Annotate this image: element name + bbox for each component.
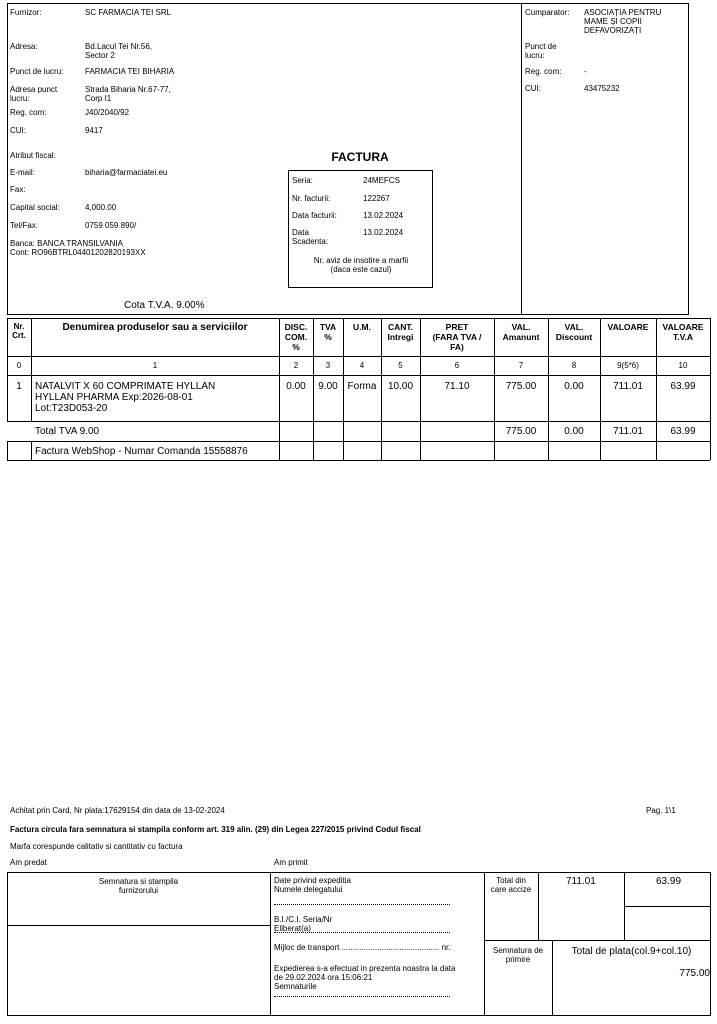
seria-label: Seria: xyxy=(292,176,313,185)
buyer-cui-value: 43475232 xyxy=(584,84,620,93)
semnaturile: Semnaturile xyxy=(274,982,317,991)
data-scadenta-label-1: Data xyxy=(292,228,309,237)
aviz-line-2: (daca este cazul) xyxy=(330,265,392,274)
adresa-punct-value-2: Corp I1 xyxy=(85,94,112,103)
bi-seria: B.I./C.I. Seria/Nr xyxy=(274,915,333,924)
fax-label: Fax: xyxy=(10,185,26,194)
total-val-discount: 0.00 xyxy=(564,426,584,437)
aviz-line-1: Nr. aviz de insotire a marfii xyxy=(313,256,409,265)
index-cell-5: 5 xyxy=(398,361,403,370)
row-val-amanunt: 775.00 xyxy=(505,381,537,392)
adresa-punct-label-2: lucru: xyxy=(10,94,30,103)
col-header-tva: TVA % xyxy=(319,322,337,342)
achitat-text: Achitat prin Card, Nr plata:17629154 din data de 13-02-2024 xyxy=(10,806,225,815)
index-cell-1: 1 xyxy=(152,361,158,370)
total-plata-value: 775.00 xyxy=(679,968,710,979)
col-header-valoare-tva: VALOARE T.V.A xyxy=(662,322,704,342)
total-plata-label: Total de plata(col.9+col.10) xyxy=(571,946,692,957)
index-cell-2: 2 xyxy=(293,361,299,370)
numele-delegatului: Numele delegatului xyxy=(274,885,343,894)
delegat-line xyxy=(274,904,450,905)
semnaturile-line xyxy=(274,996,450,997)
data-factura-value: 13.02.2024 xyxy=(363,211,404,220)
cumparator-value-2: MAME ȘI COPII xyxy=(584,17,642,26)
total-valoare: 711.01 xyxy=(613,426,643,437)
cui-value: 9417 xyxy=(85,126,103,135)
page-number: Pag. 1\1 xyxy=(646,806,676,815)
am-primit-label: Am primit xyxy=(274,858,308,867)
tel-value: 0759 059 890/ xyxy=(85,221,137,230)
capital-label: Capital social: xyxy=(10,203,60,212)
email-value: biharia@farmaciatei.eu xyxy=(85,168,168,177)
buyer-cui-label: CUI: xyxy=(525,84,541,93)
nr-factura-label: Nr. facturii: xyxy=(292,194,331,203)
circula-text: Factura circula fara semnatura si stampila conform art. 319 alin. (29) din Legea 227/2015 privind Codul fiscal xyxy=(10,825,421,834)
adresa-value-2: Sector 2 xyxy=(85,51,115,60)
footer-total-valoare: 711.01 xyxy=(566,876,596,887)
row-disc: 0.00 xyxy=(286,381,306,392)
col-header-valoare: VALOARE xyxy=(607,322,649,332)
col-header-pret: PRET (FARA TVA / FA) xyxy=(432,322,482,352)
am-predat-label: Am predat xyxy=(10,858,47,867)
reg-com-label: Reg. com: xyxy=(10,108,47,117)
semnatura-primire: Semnatura de primire xyxy=(492,946,544,964)
row-um: Forma xyxy=(347,381,377,392)
col-header-um: U.M. xyxy=(353,322,371,332)
row-valoare-tva: 63.99 xyxy=(670,381,696,392)
data-scadenta-label-2: Scadenta: xyxy=(292,237,329,246)
col-header-denumire: Denumirea produselor sau a serviciilor xyxy=(62,322,248,333)
buyer-block xyxy=(525,8,687,108)
col-header-cant: CANT. Intregi xyxy=(387,322,414,342)
col-header-nr: Nr. Crt. xyxy=(12,322,26,340)
row-pret: 71.10 xyxy=(444,381,470,392)
webshop-note: Factura WebShop - Numar Comanda 15558876 xyxy=(35,446,248,457)
col-header-disc: DISC. COM. % xyxy=(284,322,308,352)
adresa-value-1: Bd.Lacul Tei Nr.56, xyxy=(85,42,153,51)
row-cant: 10.00 xyxy=(387,381,414,392)
furnizor-label: Furnizor: xyxy=(10,8,42,17)
furnizor-value: SC FARMACIA TEI SRL xyxy=(85,8,172,17)
expeditie-block xyxy=(274,876,482,1014)
invoice-title: FACTURA xyxy=(331,150,389,164)
bi-eliberat: Eliberat(a) xyxy=(274,924,311,933)
adresa-label: Adresa: xyxy=(10,42,38,51)
total-valoare-tva: 63.99 xyxy=(670,426,696,437)
atribut-fiscal-label: Atribut fiscal: xyxy=(10,151,56,160)
cumparator-value-3: DEFAVORIZAȚI xyxy=(584,26,642,35)
reg-com-value: J40/2040/92 xyxy=(85,108,130,117)
cota-tva: Cota T.V.A. 9.00% xyxy=(124,300,205,311)
mijloc-transport: Mijloc de transport ............................................ nr. xyxy=(274,943,451,952)
buyer-punct-label-1: Punct de xyxy=(525,42,557,51)
index-cell-7: 7 xyxy=(518,361,524,370)
index-cell-9: 9(5*6) xyxy=(617,361,639,370)
footer-total-tva: 63.99 xyxy=(656,876,682,887)
buyer-punct-label-2: lucru: xyxy=(525,51,545,60)
adresa-punct-label-1: Adresa punct xyxy=(10,85,58,94)
row-tva: 9.00 xyxy=(318,381,338,392)
col-header-val-discount: VAL. Discount xyxy=(555,322,593,342)
cumparator-value-1: ASOCIAȚIA PENTRU xyxy=(584,8,662,17)
buyer-reg-value: - xyxy=(584,67,587,76)
row-product-name: NATALVIT X 60 COMPRIMATE HYLLAN HYLLAN PHARMA Exp:2026-08-01 Lot:T23D053-20 xyxy=(35,381,216,414)
row-valoare: 711.01 xyxy=(613,381,643,392)
total-tva-label: Total TVA 9.00 xyxy=(35,426,100,437)
seria-value: 24MEFCS xyxy=(363,176,400,185)
adresa-punct-value-1: Strada Biharia Nr.67-77, xyxy=(85,85,171,94)
index-cell-10: 10 xyxy=(678,361,688,370)
index-cell-3: 3 xyxy=(325,361,331,370)
marfa-text: Marfa corespunde calitativ si cantitativ cu factura xyxy=(10,842,183,851)
email-label: E-mail: xyxy=(10,168,35,177)
tel-label: Tel/Fax: xyxy=(10,221,39,230)
index-cell-0: 0 xyxy=(16,361,22,370)
semnatura-furnizor: Semnatura si stampila furnizorului xyxy=(98,877,179,895)
expediere-line-2: de 29.02.2024 ora 15:06:21 xyxy=(274,973,373,982)
total-val-amanunt: 775.00 xyxy=(505,426,537,437)
index-cell-8: 8 xyxy=(571,361,577,370)
cumparator-label: Cumparator: xyxy=(525,8,570,17)
cont-value: Cont: RO96BTRL04401202820193XX xyxy=(10,248,146,257)
date-expeditie: Date privind expeditia xyxy=(274,876,351,885)
index-cell-6: 6 xyxy=(454,361,460,370)
buyer-reg-label: Reg. com: xyxy=(525,67,562,76)
row-nr: 1 xyxy=(16,381,22,392)
banca-value: Banca: BANCA TRANSILVANIA xyxy=(10,239,123,248)
total-din-accize: Total din care accize xyxy=(490,876,532,894)
data-factura-label: Data facturii: xyxy=(292,211,337,220)
punct-lucru-value: FARMACIA TEI BIHARIA xyxy=(85,67,175,76)
nr-factura-value: 122267 xyxy=(363,194,390,203)
cui-label: CUI: xyxy=(10,126,26,135)
expediere-line-1: Expedierea s-a efectuat in prezenta noastra la data xyxy=(274,964,456,973)
data-scadenta-value: 13.02.2024 xyxy=(363,228,404,237)
col-header-val-amanunt: VAL. Amanunt xyxy=(502,322,540,342)
punct-lucru-label: Punct de lucru: xyxy=(10,67,64,76)
capital-value: 4,000.00 xyxy=(85,203,117,212)
row-val-discount: 0.00 xyxy=(564,381,584,392)
index-cell-4: 4 xyxy=(359,361,365,370)
supplier-block xyxy=(10,8,290,268)
bi-line xyxy=(274,932,450,933)
invoice-details xyxy=(292,176,430,284)
